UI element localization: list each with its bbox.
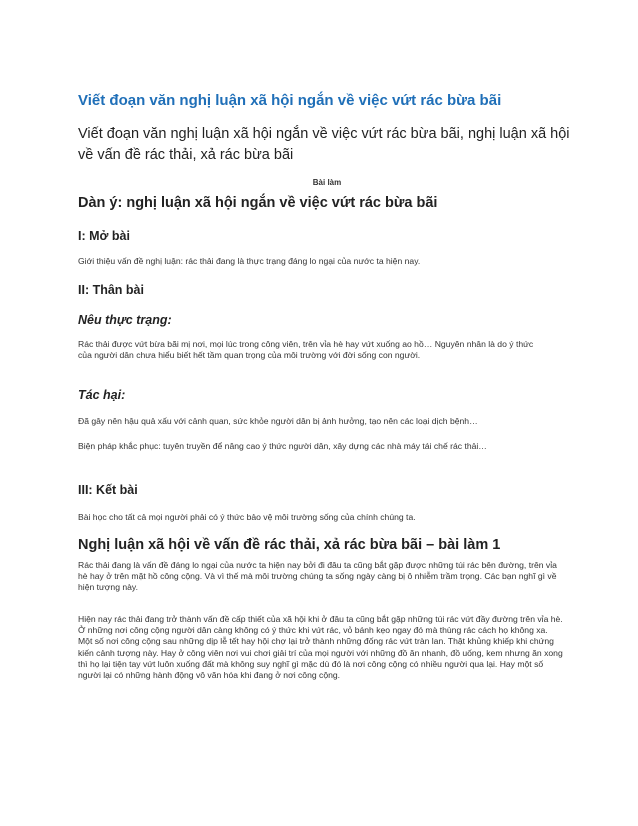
bai-lam-label: Bài làm bbox=[312, 178, 342, 187]
page-subtitle: Viết đoạn văn nghị luận xã hội ngắn về việc vứt rác bừa bãi, nghị luận xã hội về vấn đề rác thải, xả rác bừa bãi bbox=[78, 126, 570, 163]
tac-hai-heading: Tác hại: bbox=[78, 388, 126, 402]
page-title: Viết đoạn văn nghị luận xã hội ngắn về việc vứt rác bừa bãi bbox=[78, 92, 502, 109]
essay-paragraph-1: Rác thải đang là vấn đề đáng lo ngại của nước ta hiện nay bởi đi đâu ta cũng bắt gặp được những túi rác bên đường, trên vỉa hè hay ở trên mặt hồ công cộng. Và vì thế mà môi trường chúng ta sống ngày càng bị ô nhiễm trầm trọng. Các bạn nghĩ gì về hiện tượng này. bbox=[78, 560, 557, 593]
outline-heading: Dàn ý: nghị luận xã hội ngắn về việc vứt rác bừa bãi bbox=[78, 195, 438, 211]
bien-phap-text: Biện pháp khắc phục: tuyên truyền để nâng cao ý thức người dân, xây dựng các nhà máy tái chế rác thải… bbox=[78, 441, 487, 451]
than-bai-heading: II: Thân bài bbox=[78, 283, 144, 297]
tac-hai-text: Đã gây nên hậu quả xấu với cảnh quan, sức khỏe người dân bị ảnh hưởng, tạo nên các loại dịch bệnh… bbox=[78, 416, 478, 426]
essay-heading: Nghị luận xã hội về vấn đề rác thải, xả rác bừa bãi – bài làm 1 bbox=[78, 537, 501, 553]
thuc-trang-text: Rác thải được vứt bừa bãi mị nơi, mọi lúc trong công viên, trên vỉa hè hay vứt xuống ao hồ… Nguyên nhân là do ý thức của người dân chưa hiểu biết hết tầm quan trọng của môi trường với đời sống con người. bbox=[78, 339, 534, 361]
thuc-trang-heading: Nêu thực trạng: bbox=[78, 313, 172, 327]
ket-bai-text: Bài học cho tất cả mọi người phải có ý thức bảo vệ môi trường sống của chính chúng ta. bbox=[78, 512, 416, 522]
essay-paragraph-2: Hiện nay rác thải đang trở thành vấn đề cấp thiết của xã hội khi ở đâu ta cũng bắt gặp những túi rác vứt đầy đường trên vỉa hè. Ở những nơi công cộng người dân càng không có ý thức khi vứt rác, vỏ bánh kẹo ngay đó mà thùng rác cách họ không xa. Một số nơi công cộng sau những dịp lễ tết hay hội chợ lại trở thành những đống rác vứt tràn lan. Thật khủng khiếp khi chứng kiến cảnh tượng này. Hay ở công viên nơi vui chơi giải trí của mọi người với những đồ ăn nhanh, đồ uống, kem nhưng ăn xong thì họ lại tiện tay vứt luôn xuống đất mà không suy nghĩ gì mặc dù đó là nơi công cộng có nhiều người qua lại. Hay một số người lại có những hành động vô văn hóa khi đang ở nơi công cộng. bbox=[78, 614, 563, 681]
mo-bai-text: Giới thiệu vấn đề nghị luận: rác thải đang là thực trạng đáng lo ngại của nước ta hiện nay. bbox=[78, 256, 421, 266]
ket-bai-heading: III: Kết bài bbox=[78, 483, 138, 497]
mo-bai-heading: I: Mở bài bbox=[78, 229, 130, 243]
